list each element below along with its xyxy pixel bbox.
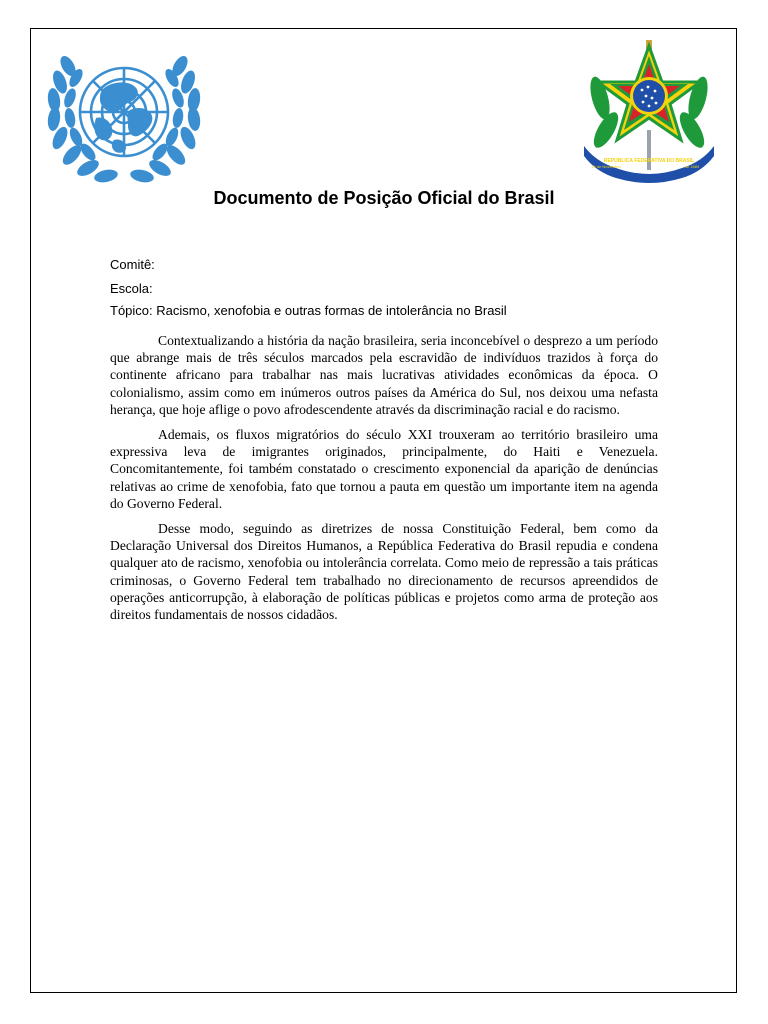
brazil-arms-date-right: de 1889 (684, 164, 700, 169)
un-emblem-icon (38, 44, 210, 192)
topic-field: Tópico: Racismo, xenofobia e outras formas de intolerância no Brasil (110, 303, 507, 318)
paragraph: Desse modo, seguindo as diretrizes de nossa Constituição Federal, bem como da Declaração Universal dos Direitos Humanos, a República Federativa do Brasil repudia e condena qualquer ato de racismo, xenofobia ou intolerância correlata. Como meio de repressão a tais práticas criminosas, o Governo Federal tem trabalhado no direcionamento de recursos apreendidos de operações anticorrupção, à elaboração de políticas públicas e projetos como arma de proteção aos direitos fundamentais de nossos cidadãos. (110, 521, 658, 623)
committee-field: Comitê: (110, 257, 155, 272)
brazil-arms-ribbon-text: REPÚBLICA FEDERATIVA DO BRASIL (603, 158, 695, 164)
paragraph: Ademais, os fluxos migratórios do século XXI trouxeram ao território brasileiro uma expressiva leva de imigrantes originados, principalmente, do Haiti e Venezuela. Concomitantemente, foi também constatado o crescimento exponencial da aparição de denúncias relativas ao crime de xenofobia, fato que tornou a pauta em questão um importante item na agenda do Governo Federal. (110, 427, 658, 511)
document-body (110, 332, 658, 631)
document-title: Documento de Posição Oficial do Brasil (213, 188, 555, 208)
paragraph: Contextualizando a história da nação brasileira, seria inconcebível o desprezo a um período que abrange mais de três séculos marcados pela escravidão de indivíduos trazidos à força do continente africano para trabalhar nas mais lucrativas atividades econômicas da época. O colonialismo, assim como em inúmeros outros países da América do Sul, nos deixou uma nefasta herança, que hoje aflige o povo afrodescendente através da discriminação racial e do racismo. (110, 333, 658, 417)
brazil-arms-date-left: 15 de Novembro (591, 164, 621, 169)
brazil-coat-of-arms-icon (576, 38, 722, 184)
school-field: Escola: (110, 281, 153, 296)
